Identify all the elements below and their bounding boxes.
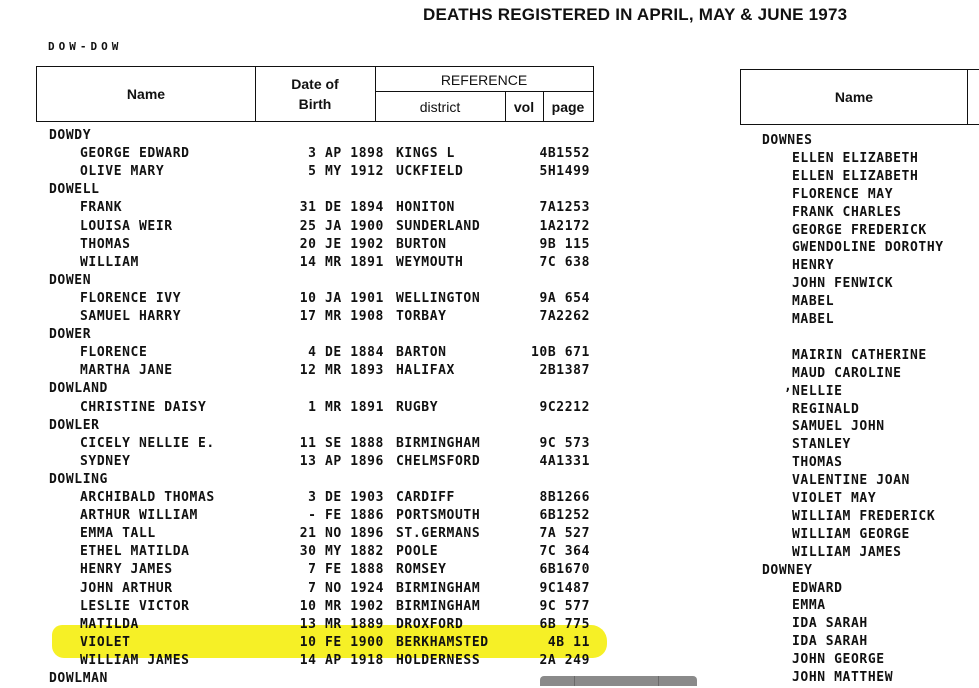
date-of-birth: 14 AP 1918	[299, 652, 384, 668]
forenames: CICELY NELLIE E.	[80, 435, 215, 451]
surname: DOWLER	[49, 417, 100, 433]
surname: DOWLMAN	[49, 671, 108, 686]
district: BARTON	[396, 345, 447, 361]
index-range: DOW-DOW	[48, 40, 123, 53]
forenames: VIOLET	[80, 634, 131, 650]
table-row	[0, 401, 979, 419]
forenames: ELLEN ELIZABETH	[792, 168, 919, 184]
district: UCKFIELD	[396, 164, 464, 180]
left-table-header	[36, 66, 594, 122]
date-of-birth: 7 NO 1924	[308, 580, 384, 596]
vol-page: 7C 364	[539, 544, 590, 560]
district: ROMSEY	[396, 562, 447, 578]
vol-page: 4B 11	[547, 634, 590, 650]
forenames: ARTHUR WILLIAM	[80, 508, 198, 524]
date-of-birth: - FE 1886	[308, 508, 384, 524]
table-row	[0, 508, 979, 526]
date-of-birth: 20 JE 1902	[299, 236, 384, 252]
table-row	[0, 418, 979, 436]
table-row	[0, 365, 979, 383]
district: CARDIFF	[396, 490, 455, 505]
forenames: FLORENCE IVY	[80, 290, 182, 306]
vol-page: 6B1252	[539, 508, 590, 524]
table-row	[0, 615, 979, 633]
vol-page: 6B 775	[539, 616, 590, 632]
forenames: VIOLET MAY	[792, 491, 877, 506]
forenames: STANLEY	[792, 437, 851, 453]
table-row	[0, 383, 979, 401]
forenames: OLIVE MARY	[80, 164, 165, 180]
forenames: FRANK CHARLES	[792, 204, 902, 220]
date-of-birth: 3 DE 1903	[308, 490, 384, 505]
district: HOLDERNESS	[396, 652, 481, 668]
table-row	[0, 651, 979, 669]
table-row	[0, 454, 979, 472]
forenames: WILLIAM JAMES	[80, 652, 190, 668]
forenames: MARTHA JANE	[80, 363, 173, 379]
forenames: EMMA	[792, 598, 826, 614]
vol-page: 9A 654	[539, 290, 590, 306]
vol-page: 7C 638	[539, 254, 590, 270]
vol-page: 9C 577	[539, 598, 590, 614]
date-of-birth: 5 MY 1912	[308, 164, 384, 180]
table-row	[0, 347, 979, 365]
date-of-birth: 31 DE 1894	[299, 200, 384, 216]
table-row	[0, 580, 979, 598]
right-header-name: Name	[834, 88, 874, 105]
vol-page: 9C1487	[539, 580, 590, 596]
forenames: JOHN MATTHEW	[792, 670, 894, 685]
vol-page: 10B 671	[531, 345, 590, 361]
vol-page: 9C2212	[539, 399, 590, 415]
table-row	[0, 544, 979, 562]
forenames: WILLIAM GEORGE	[792, 526, 910, 542]
date-of-birth: 13 MR 1889	[299, 616, 384, 632]
table-row	[0, 490, 979, 508]
header-name: Name	[126, 85, 166, 102]
vol-page: 9B 115	[539, 236, 590, 252]
date-of-birth: 17 MR 1908	[299, 309, 384, 324]
table-row	[0, 150, 979, 168]
district: DROXFORD	[396, 616, 464, 632]
forenames: ELLEN ELIZABETH	[792, 150, 919, 166]
district: HONITON	[396, 200, 455, 216]
forenames: JOHN FENWICK	[792, 276, 894, 292]
forenames: THOMAS	[80, 236, 131, 252]
vol-page: 8B1266	[539, 490, 590, 505]
surname: DOWLAND	[49, 381, 108, 397]
forenames: EMMA TALL	[80, 526, 156, 542]
date-of-birth: 30 MY 1882	[299, 544, 384, 560]
vol-page: 5H1499	[539, 164, 590, 180]
district: KINGS L	[396, 146, 455, 162]
date-of-birth: 1 MR 1891	[308, 399, 384, 415]
table-row	[0, 257, 979, 275]
forenames: FRANK	[80, 200, 123, 216]
page-title: DEATHS REGISTERED IN APRIL, MAY & JUNE 1973	[423, 5, 848, 24]
date-of-birth: 10 JA 1901	[299, 290, 384, 306]
surname: DOWEN	[49, 272, 92, 288]
forenames: CHRISTINE DAISY	[80, 399, 207, 415]
date-of-birth: 11 SE 1888	[299, 435, 384, 451]
district: BURTON	[396, 236, 447, 252]
date-of-birth: 13 AP 1896	[299, 453, 384, 469]
district: BIRMINGHAM	[396, 435, 481, 451]
forenames: GEORGE EDWARD	[80, 146, 190, 162]
window-tab-strip[interactable]	[540, 676, 697, 686]
surname: DOWNES	[762, 133, 813, 148]
forenames: FLORENCE MAY	[792, 186, 894, 202]
forenames: WILLIAM JAMES	[792, 544, 902, 560]
forenames: WILLIAM FREDERICK	[792, 508, 936, 524]
date-of-birth: 21 NO 1896	[299, 526, 384, 542]
forenames: HENRY	[792, 258, 835, 274]
surname: DOWNEY	[762, 562, 813, 578]
table-row	[0, 222, 979, 240]
forenames: JOHN GEORGE	[792, 652, 885, 668]
table-row	[0, 239, 979, 257]
header-reference: REFERENCE	[440, 72, 528, 88]
district: BERKHAMSTED	[396, 634, 489, 650]
forenames: ETHEL MATILDA	[80, 544, 190, 560]
forenames: MABEL	[792, 294, 835, 310]
date-of-birth: 3 AP 1898	[308, 146, 384, 162]
header-district: district	[419, 98, 461, 115]
surname: DOWDY	[49, 128, 92, 143]
table-row	[0, 472, 979, 490]
district: RUGBY	[396, 399, 439, 415]
forenames: LOUISA WEIR	[80, 218, 173, 234]
table-row	[0, 526, 979, 544]
forenames: WILLIAM	[80, 254, 139, 270]
forenames: HENRY JAMES	[80, 562, 173, 578]
district: WEYMOUTH	[396, 254, 464, 270]
district: POOLE	[396, 544, 439, 560]
vol-page: 4A1331	[539, 453, 590, 469]
forenames: REGINALD	[792, 401, 860, 417]
forenames: NELLIE	[792, 383, 843, 399]
header-dob: Date of Birth	[291, 75, 339, 112]
vol-page: 1A2172	[539, 218, 590, 234]
vol-page: 2A 249	[539, 652, 590, 668]
district: SUNDERLAND	[396, 218, 481, 234]
table-row	[0, 293, 979, 311]
forenames: MAUD CAROLINE	[792, 365, 902, 381]
table-row	[0, 204, 979, 222]
date-of-birth: 10 MR 1902	[299, 598, 384, 614]
district: TORBAY	[396, 309, 447, 324]
forenames: IDA SARAH	[792, 634, 868, 650]
surname: DOWER	[49, 327, 92, 343]
forenames: ARCHIBALD THOMAS	[80, 490, 215, 505]
forenames: JOHN ARTHUR	[80, 580, 173, 596]
surname-heading	[0, 562, 979, 580]
table-row	[0, 186, 979, 204]
forenames: SAMUEL JOHN	[792, 419, 885, 435]
forenames: MABEL	[792, 312, 835, 327]
vol-page: 4B1552	[539, 146, 590, 162]
header-page: page	[551, 98, 585, 115]
district: ST.GERMANS	[396, 526, 481, 542]
date-of-birth: 12 MR 1893	[299, 363, 384, 379]
date-of-birth: 4 DE 1884	[308, 345, 384, 361]
date-of-birth: 10 FE 1900	[299, 634, 384, 650]
surname-heading	[0, 132, 979, 150]
vol-page: 6B1670	[539, 562, 590, 578]
forenames: VALENTINE JOAN	[792, 473, 910, 489]
table-row	[0, 669, 979, 687]
forenames: MAIRIN CATHERINE	[792, 347, 927, 363]
date-of-birth: 14 MR 1891	[299, 254, 384, 270]
table-row	[0, 597, 979, 615]
table-row	[0, 633, 979, 651]
vol-page: 7A 527	[539, 526, 590, 542]
table-row	[0, 275, 979, 293]
forenames: THOMAS	[792, 455, 843, 471]
surname: DOWELL	[49, 182, 100, 198]
forenames: MATILDA	[80, 616, 139, 632]
vol-page: 9C 573	[539, 435, 590, 451]
table-row	[0, 311, 979, 329]
forenames: SYDNEY	[80, 453, 131, 469]
table-row	[0, 436, 979, 454]
surname: DOWLING	[49, 471, 108, 487]
margin-tick: ,	[784, 379, 792, 394]
district: PORTSMOUTH	[396, 508, 481, 524]
vol-page: 2B1387	[539, 363, 590, 379]
table-row	[0, 168, 979, 186]
district: WELLINGTON	[396, 290, 481, 306]
forenames: SAMUEL HARRY	[80, 309, 182, 324]
forenames: EDWARD	[792, 580, 843, 596]
forenames: GWENDOLINE DOROTHY	[792, 240, 944, 256]
header-vol: vol	[513, 98, 535, 115]
district: CHELMSFORD	[396, 453, 481, 469]
district: BIRMINGHAM	[396, 580, 481, 596]
forenames: LESLIE VICTOR	[80, 598, 190, 614]
district: HALIFAX	[396, 363, 455, 379]
right-table-header	[740, 69, 979, 125]
date-of-birth: 7 FE 1888	[308, 562, 384, 578]
date-of-birth: 25 JA 1900	[299, 218, 384, 234]
forenames: GEORGE FREDERICK	[792, 222, 927, 238]
district: BIRMINGHAM	[396, 598, 481, 614]
vol-page: 7A1253	[539, 200, 590, 216]
vol-page: 7A2262	[539, 309, 590, 324]
forenames: IDA SARAH	[792, 616, 868, 632]
forenames: FLORENCE	[80, 345, 148, 361]
